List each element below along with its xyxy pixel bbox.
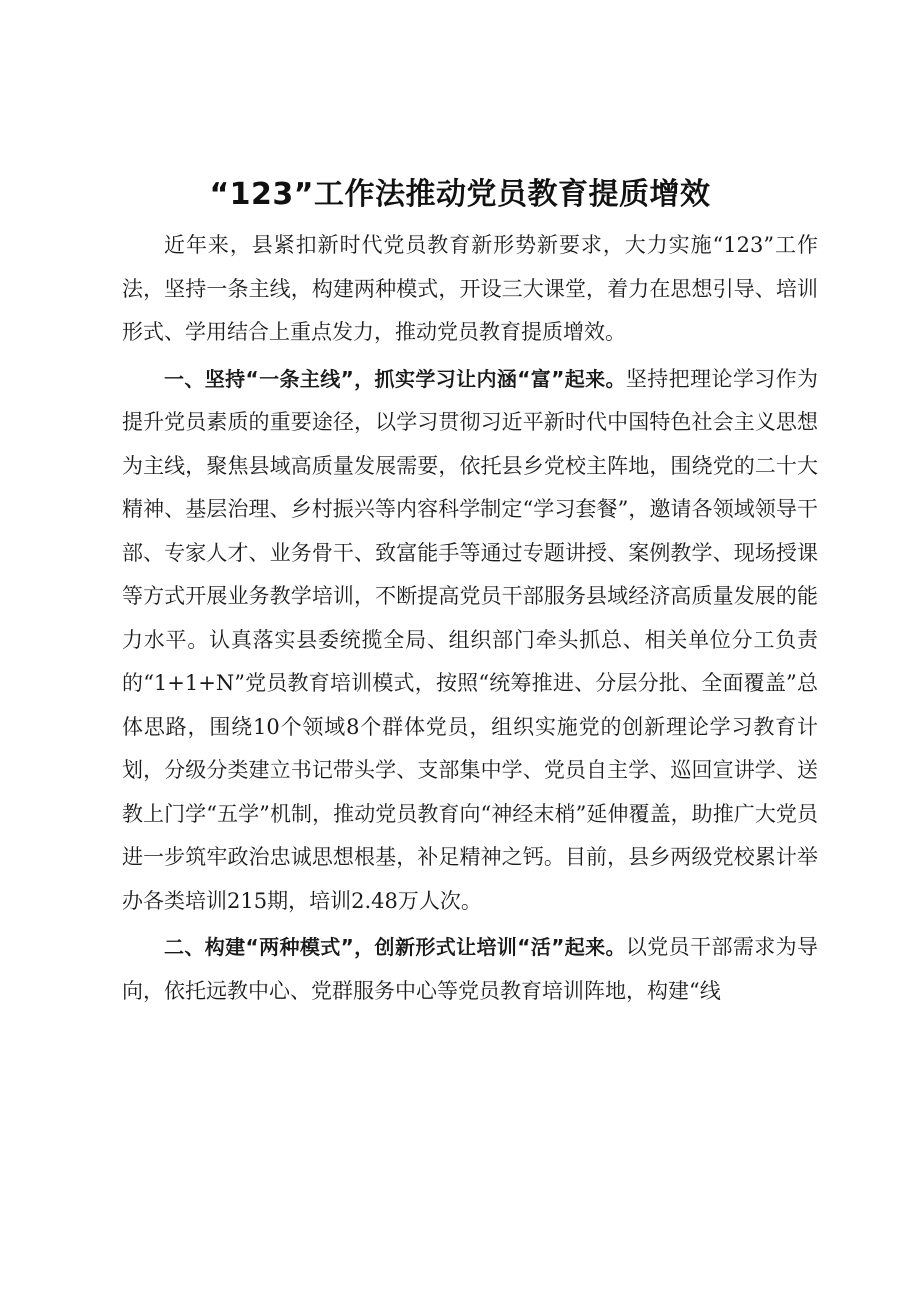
section-2-paragraph: [122, 926, 818, 1013]
document-title: “123”工作法推动党员教育提质增效: [209, 177, 711, 212]
document-body: [122, 224, 818, 1013]
section-1-paragraph: [122, 358, 818, 924]
section-1-heading: 一、坚持“一条主线”，抓实学习让内涵“富”起来。: [164, 366, 626, 391]
intro-paragraph: 近年来，县紧扣新时代党员教育新形势新要求，大力实施“123”工作法，坚持一条主线，构建两种模式，开设三大课堂，着力在思想引导、培训形式、学用结合上重点发力，推动党员教育提质增效。: [122, 233, 818, 344]
section-2-heading: 二、构建“两种模式”，创新形式让培训“活”起来。: [164, 935, 626, 959]
section-2-text: 以党员干部需求为导向，依托远教中心、党群服务中心等党员教育培训阵地，构建“线: [122, 935, 819, 1003]
section-1-text: 坚持把理论学习作为提升党员素质的重要途径，以学习贯彻习近平新时代中国特色社会主义思想为主线，聚焦县域高质量发展需要，依托县乡党校主阵地，围绕党的二十大精神、基层治理、乡村振兴等内容科学制定“学习套餐”，邀请各领域领导干部、专家人才、业务骨干、致富能手等通过专题讲授、案例教学、现场授课等方式开展业务教学培训，不断提高党员干部服务县域经济高质量发展的能力水平。认真落实县委统揽全局、组织部门牵头抓总、相关单位分工负责的“1+1+N”党员教育培训模式，按照“统筹推进、分层分批、全面覆盖”总体思路，围绕10个领域8个群体党员，组织实施党的创新理论学习教育计划，分级分类建立书记带头学、支部集中学、党员自主学、巡回宣讲学、送教上门学“五学”机制，推动党员教育向“神经末梢”延伸覆盖，助推广大党员进一步筑牢政治忠诚思想根基，补足精神之钙。目前，县乡两级党校累计举办各类培训215期，培训2.48万人次。: [122, 366, 819, 913]
